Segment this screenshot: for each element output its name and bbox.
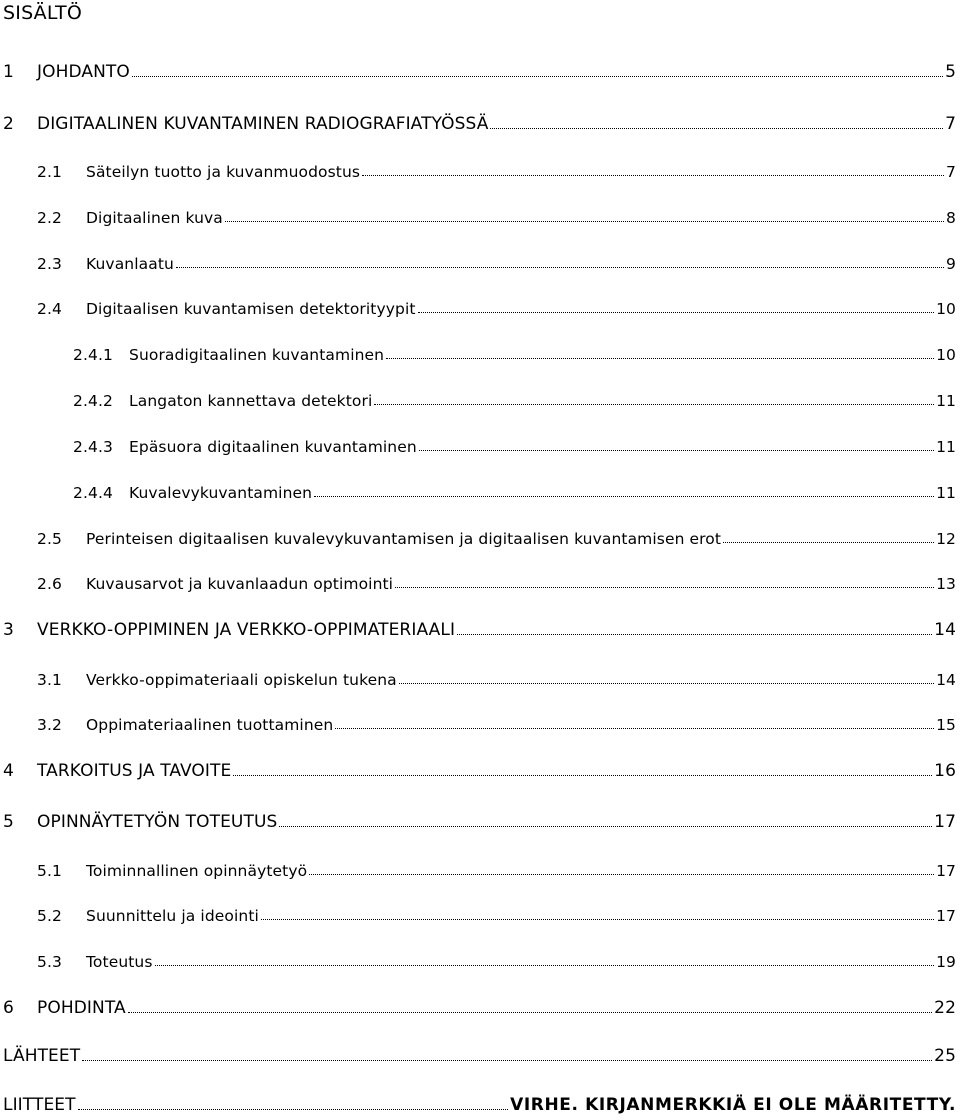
toc-entry-number: 1 [3, 62, 14, 82]
toc-entry-number: 2.1 [37, 163, 62, 181]
dot-leader [374, 404, 934, 405]
toc-entry-number: 2 [3, 114, 14, 134]
toc-entry[interactable] [3, 620, 956, 640]
toc-entry-page: 17 [936, 862, 956, 880]
toc-entry-number: 2.4.1 [73, 346, 113, 364]
dot-leader [78, 1109, 508, 1110]
toc-entry[interactable] [37, 163, 956, 181]
toc-entry-page: 17 [936, 907, 956, 925]
toc-entry-page: 8 [946, 209, 956, 227]
dot-leader [128, 1012, 932, 1013]
toc-entry-title: JOHDANTO [37, 62, 130, 82]
toc-entry-title: OPINNÄYTETYÖN TOTEUTUS [37, 812, 278, 832]
toc-entry-title: Kuvanlaatu [86, 255, 174, 273]
toc-entry-title: Toiminnallinen opinnäytetyö [86, 862, 308, 880]
toc-entry[interactable] [37, 209, 956, 227]
toc-entry-page: 12 [936, 530, 956, 548]
toc-entry-number: 3.2 [37, 716, 62, 734]
toc-entry-title: Oppimateriaalinen tuottaminen [86, 716, 334, 734]
toc-entry-title: Epäsuora digitaalinen kuvantaminen [129, 438, 417, 456]
dot-leader [335, 728, 934, 729]
toc-entry-title: Säteilyn tuotto ja kuvanmuodostus [86, 163, 361, 181]
toc-entry-number: 2.2 [37, 209, 62, 227]
dot-leader [386, 358, 934, 359]
toc-entry-number: 4 [3, 761, 14, 781]
toc-entry-title: Suunnittelu ja ideointi [86, 907, 259, 925]
dot-leader [723, 542, 934, 543]
page-title: SISÄLTÖ [3, 2, 83, 24]
toc-entry-title: TARKOITUS JA TAVOITE [37, 761, 232, 781]
dot-leader [314, 496, 934, 497]
toc-entry-title: Langaton kannettava detektori [129, 392, 373, 410]
toc-entry-page: 14 [934, 620, 956, 640]
dot-leader [261, 919, 934, 920]
toc-entry-title: Digitaalinen kuva [86, 209, 223, 227]
dot-leader [233, 775, 932, 776]
toc-entry[interactable] [37, 671, 956, 689]
toc-entry-title: Kuvalevykuvantaminen [129, 484, 313, 502]
dot-leader [176, 267, 944, 268]
toc-entry-page: 13 [936, 575, 956, 593]
toc-entry[interactable] [37, 953, 956, 971]
toc-entry-title: Toteutus [86, 953, 153, 971]
toc-entry[interactable] [37, 255, 956, 273]
toc-entry-page: 14 [936, 671, 956, 689]
toc-entry-page: 7 [945, 114, 956, 134]
toc-entry-page: 10 [936, 300, 956, 318]
toc-entry[interactable] [73, 392, 956, 410]
toc-entry-title: VERKKO-OPPIMINEN JA VERKKO-OPPIMATERIAALI [37, 620, 456, 640]
toc-entry[interactable] [73, 346, 956, 364]
toc-entry-page-error: VIRHE. KIRJANMERKKIÄ EI OLE MÄÄRITETTY. [510, 1095, 956, 1115]
toc-entry-number: 5.2 [37, 907, 62, 925]
toc-entry-page: 5 [945, 62, 956, 82]
toc-entry-page: 11 [936, 438, 956, 456]
toc-entry[interactable] [3, 761, 956, 781]
toc-entry-title: Verkko-oppimateriaali opiskelun tukena [86, 671, 397, 689]
toc-entry-number: 5.3 [37, 953, 62, 971]
toc-entry[interactable] [73, 438, 956, 456]
toc-entry[interactable] [73, 484, 956, 502]
toc-entry[interactable] [3, 1095, 956, 1115]
toc-entry-page: 11 [936, 484, 956, 502]
dot-leader [309, 874, 934, 875]
toc-entry[interactable] [37, 300, 956, 318]
toc-entry-title: Digitaalisen kuvantamisen detektorityypit [86, 300, 416, 318]
toc-entry[interactable] [3, 812, 956, 832]
toc-entry[interactable] [37, 575, 956, 593]
toc-entry-title: LIITTEET [3, 1095, 76, 1115]
toc-entry-page: 17 [934, 812, 956, 832]
toc-entry-page: 22 [934, 998, 956, 1018]
toc-entry-number: 2.4.3 [73, 438, 113, 456]
toc-entry-page: 25 [934, 1046, 956, 1066]
toc-entry[interactable] [37, 530, 956, 548]
toc-entry-title: Kuvausarvot ja kuvanlaadun optimointi [86, 575, 394, 593]
toc-entry[interactable] [37, 907, 956, 925]
toc-entry-number: 3.1 [37, 671, 62, 689]
toc-entry-page: 19 [936, 953, 956, 971]
dot-leader [155, 965, 935, 966]
dot-leader [279, 826, 932, 827]
dot-leader [395, 587, 934, 588]
toc-entry-page: 7 [946, 163, 956, 181]
toc-entry[interactable] [3, 114, 956, 134]
toc-entry-title: Suoradigitaalinen kuvantaminen [129, 346, 385, 364]
dot-leader [418, 312, 935, 313]
dot-leader [399, 683, 934, 684]
toc-entry-page: 9 [946, 255, 956, 273]
toc-entry-page: 15 [936, 716, 956, 734]
toc-entry-page: 10 [936, 346, 956, 364]
toc-entry-title: DIGITAALINEN KUVANTAMINEN RADIOGRAFIATYÖSSÄ [37, 114, 489, 134]
toc-entry-number: 2.4 [37, 300, 62, 318]
toc-entry-title: POHDINTA [37, 998, 126, 1018]
dot-leader [419, 450, 934, 451]
toc-entry[interactable] [3, 1046, 956, 1066]
toc-entry-number: 2.4.4 [73, 484, 113, 502]
toc-entry[interactable] [3, 998, 956, 1018]
dot-leader [225, 221, 944, 222]
toc-entry-title: Perinteisen digitaalisen kuvalevykuvantamisen ja digitaalisen kuvantamisen erot [86, 530, 722, 548]
toc-entry-page: 16 [934, 761, 956, 781]
toc-entry[interactable] [37, 862, 956, 880]
dot-leader [82, 1060, 932, 1061]
toc-entry-number: 6 [3, 998, 14, 1018]
dot-leader [132, 76, 943, 77]
toc-entry-number: 5 [3, 812, 14, 832]
toc-entry-number: 5.1 [37, 862, 62, 880]
dot-leader [457, 634, 932, 635]
toc-entry-number: 2.5 [37, 530, 62, 548]
toc-entry[interactable] [37, 716, 956, 734]
toc-entry-page: 11 [936, 392, 956, 410]
toc-entry-number: 2.6 [37, 575, 62, 593]
toc-entry-title: LÄHTEET [3, 1046, 81, 1066]
dot-leader [490, 128, 943, 129]
toc-entry-number: 3 [3, 620, 14, 640]
toc-entry-number: 2.4.2 [73, 392, 113, 410]
toc-entry-number: 2.3 [37, 255, 62, 273]
dot-leader [362, 175, 944, 176]
toc-entry[interactable] [3, 62, 956, 82]
